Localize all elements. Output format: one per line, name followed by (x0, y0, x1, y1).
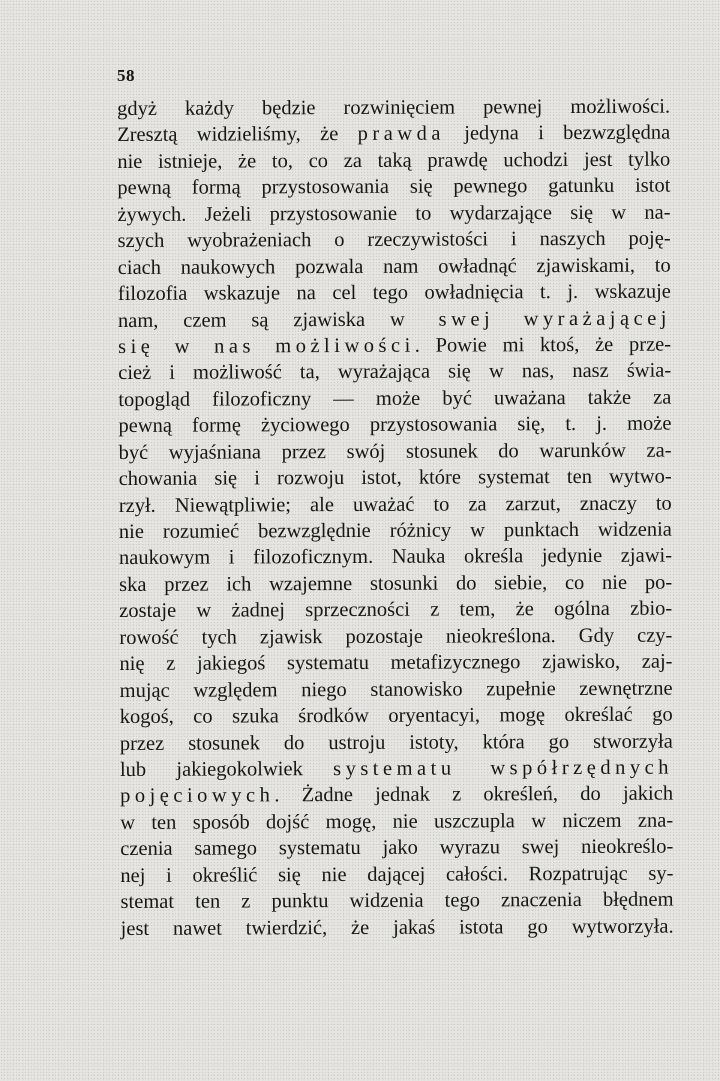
text-line: naukowym i filozoficznym. Nauka określa jedynie zjawi- (118, 545, 673, 570)
text-line: nej i określić się nie dającej całości. Rozpatrując sy- (120, 862, 674, 887)
text-line: gdyż każdy będzie rozwinięciem pewnej możliwości. (117, 95, 671, 120)
text-run: nam, czem są zjawiska (117, 308, 391, 332)
text-line: jest nawet twierdzić, że jakaś istota go wytworzyła. (120, 915, 674, 940)
text-line: filozofia wskazuje na cel tego owładnięcia t. j. wskazuje (117, 280, 671, 306)
text-line: ska przez ich wzajemne stosunki do siebie, co nie po- (119, 571, 673, 596)
text-line: nie istnieje, że to, co za taką prawdę uchodzi jest tylko (117, 148, 671, 173)
text-line: chowania się i rozwoju istot, które systemat ten wytwo- (118, 465, 672, 491)
text-line: w ten sposób dojść mogę, nie uszczupla w niczem zna- (120, 809, 674, 834)
text-line (118, 305, 671, 334)
text-line: czenia samego systematu jako wyrazu swej nieokreślo- (120, 835, 674, 861)
text-line: nię z jakiegoś systematu metafizycznego zjawisko, zaj- (119, 650, 673, 676)
text-run: Zresztą widzieliśmy, że (117, 123, 358, 147)
emphasized-text: prawda (357, 123, 445, 146)
body-text (117, 94, 674, 942)
text-line: pewną formą przystosowania się pewnego gatunku istot (117, 174, 671, 200)
text-line: cież i możliwość ta, wyrażająca się w nas, nasz świa- (118, 359, 672, 385)
text-run: jedyna i bezwzględna (444, 122, 671, 146)
text-line: żywych. Jeżeli przystosowanie to wydarzające się w na- (117, 201, 671, 226)
text-run: . Żadne jednak z określeń, do jakich (274, 782, 674, 807)
text-line: stemat ten z punktu widzenia tego znaczenia błędnem (120, 888, 674, 914)
text-line: kogoś, co szuka środków oryentacyi, mogę określać go (119, 703, 673, 729)
text-line: mując względem niego stanowisko zupełnie zewnętrzne (119, 677, 673, 702)
emphasized-text: pojęciowych (120, 784, 275, 808)
emphasized-text: w swej wyrażającej (389, 307, 672, 331)
page-number: 58 (117, 66, 135, 85)
text-line: pewną formę życiowego przystosowania się, t. j. może (118, 412, 672, 438)
text-run: . Powie mi ktoś, że prze- (414, 333, 672, 357)
text-line (120, 781, 673, 810)
text-line: topogląd filozoficzny — może być uważana także za (118, 386, 672, 411)
text-line (117, 120, 670, 149)
emphasized-text: systematu współrzędnych (333, 756, 673, 781)
text-line: nie rozumieć bezwzględnie różnicy w punktach widzenia (118, 518, 672, 543)
text-line: być wyjaśniana przez swój stosunek do warunków za- (118, 439, 672, 464)
text-line (118, 332, 671, 361)
text-line: przez stosunek do ustroju istoty, która go stworzyła (119, 730, 673, 755)
text-line: szych wyobrażeniach o rzeczywistości i naszych poję- (117, 227, 671, 253)
emphasized-text: się w nas możliwości (118, 334, 415, 358)
text-line (120, 755, 673, 784)
text-line: ciach naukowych pozwala nam owładnąć zjawiskami, to (117, 254, 671, 279)
text-run: lub jakiegokolwiek (119, 758, 334, 781)
text-line: rowość tych zjawisk pozostaje nieokreślona. Gdy czy- (119, 624, 673, 649)
text-line: rzył. Niewątpliwie; ale uważać to za zarzut, znaczy to (118, 492, 672, 517)
text-line: zostaje w żadnej sprzeczności z tem, że ogólna zbio- (119, 597, 673, 623)
